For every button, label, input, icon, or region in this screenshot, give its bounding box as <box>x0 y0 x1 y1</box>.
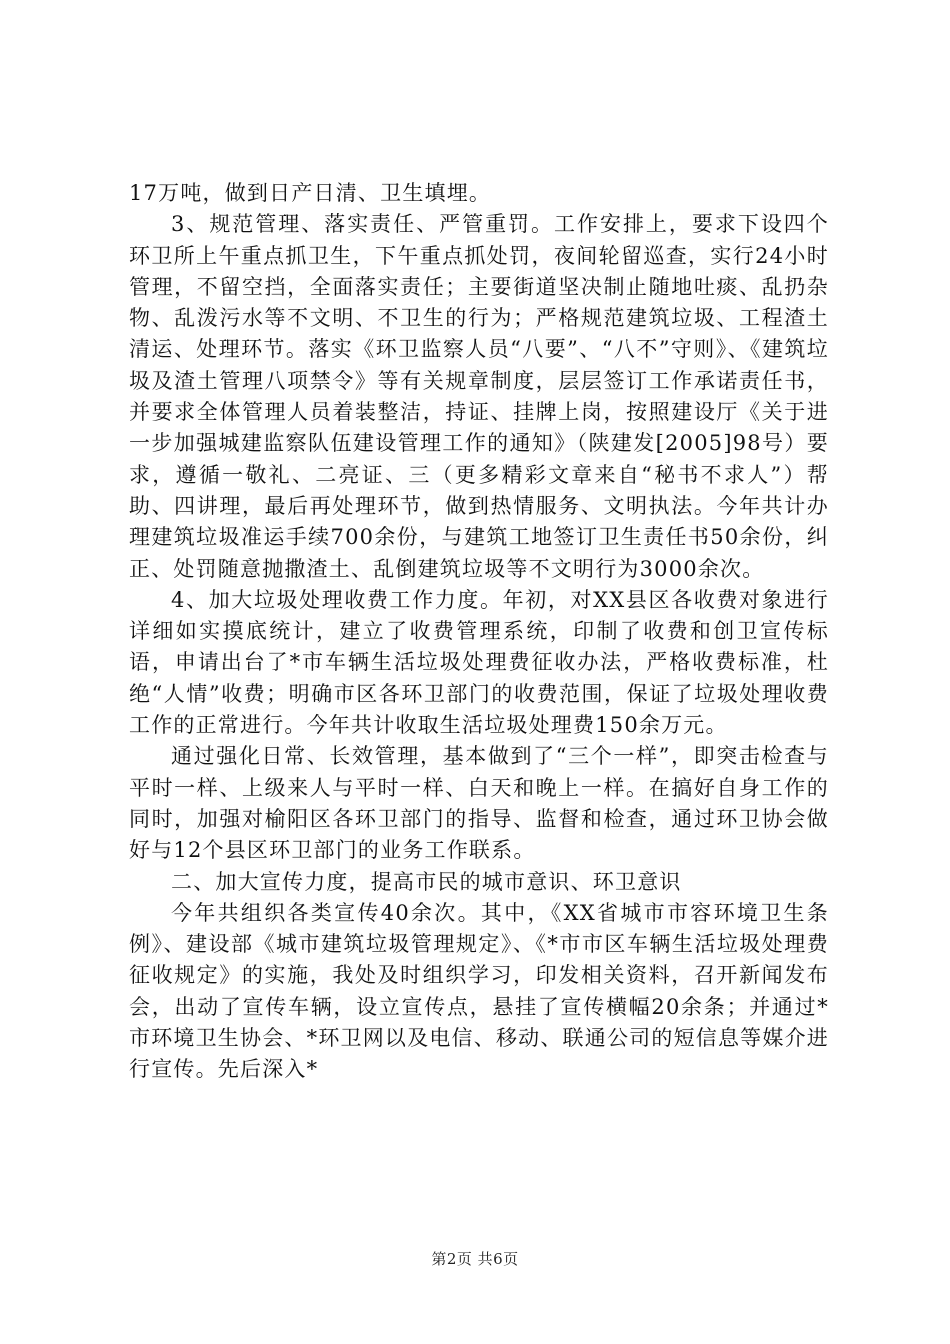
paragraph-summary: 通过强化日常、长效管理，基本做到了“三个一样”，即突击检查与平时一样、上级来人与平时一样、白天和晚上一样。在搞好自身工作的同时，加强对榆阳区各环卫部门的指导、监督和检查，通过环卫协会做好与12个县区环卫部门的业务工作联系。 <box>129 744 829 863</box>
page-number-footer: 第2页 共6页 <box>431 1250 519 1268</box>
section-heading-2: 二、加大宣传力度，提高市民的城市意识、环卫意识 <box>171 869 682 894</box>
document-body <box>129 178 829 1086</box>
paragraph-item-3: 3、规范管理、落实责任、严管重罚。工作安排上，要求下设四个环卫所上午重点抓卫生，下午重点抓处罚，夜间轮留巡查，实行24小时管理，不留空挡，全面落实责任；主要街道坚决制止随地吐痰、乱扔杂物、乱泼污水等不文明、不卫生的行为；严格规范建筑垃圾、工程渣土清运、处理环节。落实《环卫监察人员“八要”、“八不”守则》、《建筑垃圾及渣土管理八项禁令》等有关规章制度，层层签订工作承诺责任书，并要求全体管理人员着装整洁，持证、挂牌上岗，按照建设厅《关于进一步加强城建监察队伍建设管理工作的通知》（陕建发[2005]98号）要求，遵循一敬礼、二亮证、三（更多精彩文章来自“秘书不求人”）帮助、四讲理，最后再处理环节，做到热情服务、文明执法。今年共计办理建筑垃圾准运手续700余份，与建筑工地签订卫生责任书50余份，纠正、处罚随意抛撒渣土、乱倒建筑垃圾等不文明行为3000余次。 <box>129 212 829 581</box>
paragraph-item-4: 4、加大垃圾处理收费工作力度。年初，对XX县区各收费对象进行详细如实摸底统计，建立了收费管理系统，印制了收费和创卫宣传标语，申请出台了*市车辆生活垃圾处理费征收办法，严格收费标准，杜绝“人情”收费；明确市区各环卫部门的收费范围，保证了垃圾处理收费工作的正常进行。今年共计收取生活垃圾处理费150余万元。 <box>129 587 829 738</box>
paragraph-continuation: 17万吨，做到日产日清、卫生填埋。 <box>129 181 492 205</box>
paragraph-publicity: 今年共组织各类宣传40余次。其中，《XX省城市市容环境卫生条例》、建设部《城市建筑垃圾管理规定》、《*市市区车辆生活垃圾处理费征收规定》的实施，我处及时组织学习，印发相关资料，召开新闻发布会，出动了宣传车辆，设立宣传点，悬挂了宣传横幅20余条；并通过*市环境卫生协会、*环卫网以及电信、移动、联通公司的短信息等媒介进行宣传。先后深入* <box>129 900 829 1082</box>
